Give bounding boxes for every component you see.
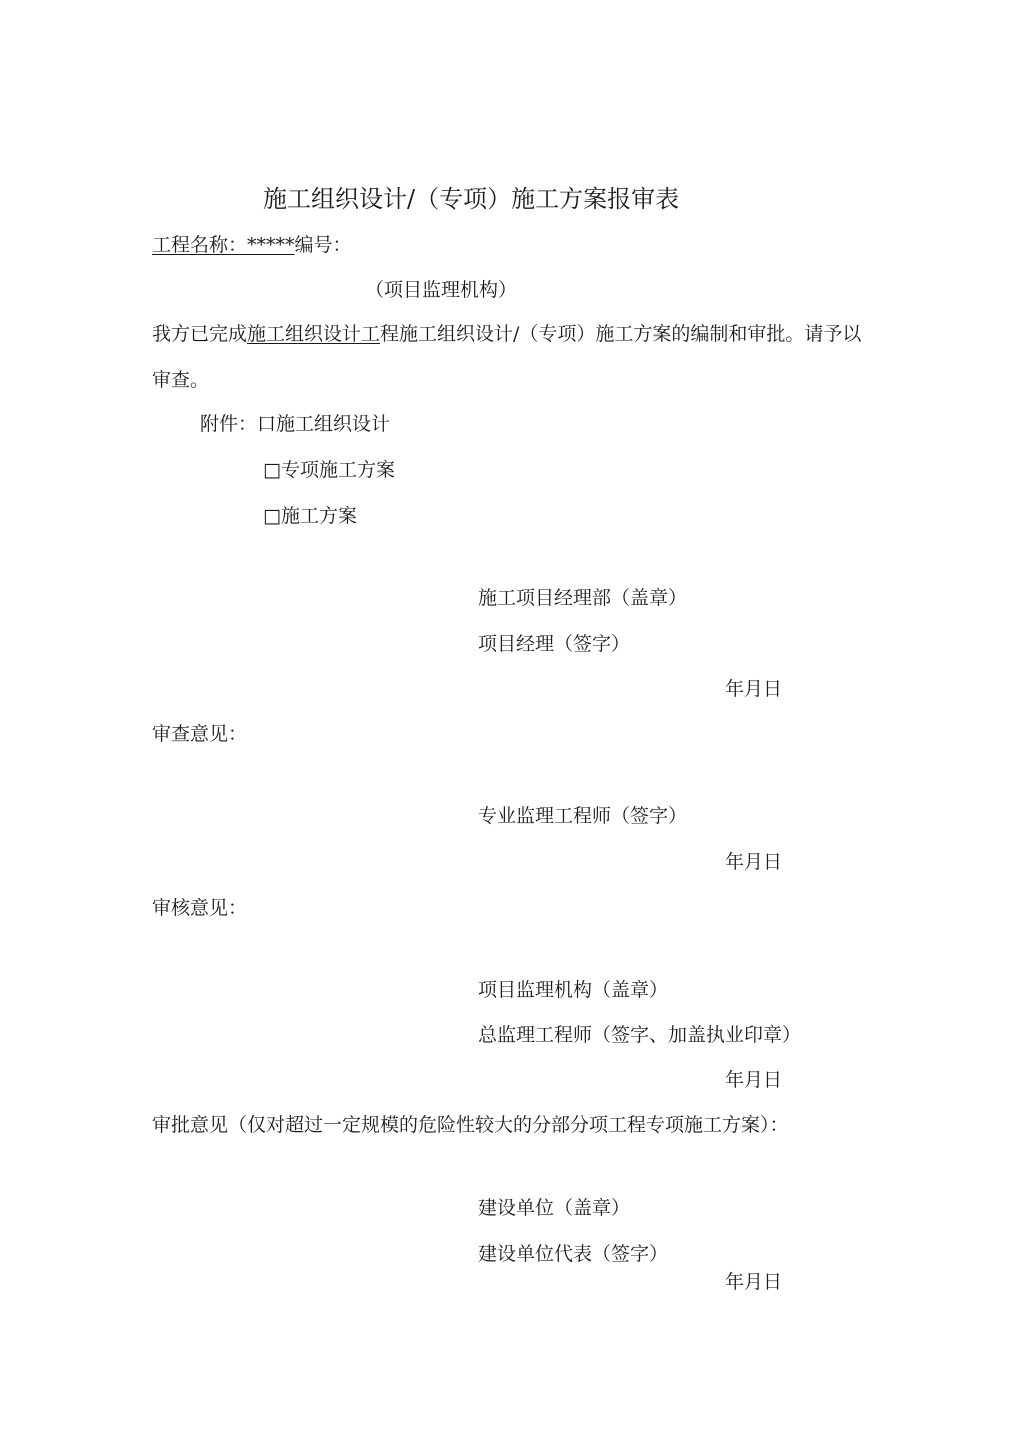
attachments-line <box>200 411 390 437</box>
statement-prefix: 我方已完成 <box>152 323 248 345</box>
approval-org-seal-label: 建设单位（盖章） <box>478 1197 631 1219</box>
approval-rep-sign-label: 建设单位代表（签字） <box>478 1243 669 1265</box>
audit-org-seal-label: 项目监理机构（盖章） <box>478 979 669 1001</box>
contractor-manager-sign-label: 项目经理（签字） <box>478 633 631 655</box>
review-opinion-label: 审查意见： <box>152 723 248 745</box>
attachment-option-special-plan[interactable]: □专项施工方案 <box>263 459 395 481</box>
project-name-label: 工程名称： <box>152 234 248 256</box>
statement-continuation: 审查。 <box>152 369 210 391</box>
contractor-date-label: 年月日 <box>725 678 783 700</box>
review-date-label: 年月日 <box>725 851 783 873</box>
number-label: 编号： <box>294 234 352 256</box>
project-name-line <box>152 232 352 258</box>
audit-date-label: 年月日 <box>725 1069 783 1091</box>
form-title: 施工组织设计/（专项）施工方案报审表 <box>263 185 680 213</box>
statement-line <box>152 321 861 347</box>
audit-chief-sign-label: 总监理工程师（签字、加盖执业印章） <box>478 1024 802 1046</box>
approval-date-label: 年月日 <box>725 1271 783 1293</box>
attachment-option-org-design[interactable]: 口施工组织设计 <box>257 413 391 435</box>
statement-underlined: 施工组织设计工 <box>247 323 381 345</box>
audit-opinion-label: 审核意见： <box>152 897 248 919</box>
recipient-org: （项目监理机构） <box>365 279 518 301</box>
attachment-option-plan[interactable]: □施工方案 <box>263 505 357 527</box>
attachments-label: 附件： <box>200 413 258 435</box>
contractor-seal-label: 施工项目经理部（盖章） <box>478 587 688 609</box>
statement-suffix: 程施工组织设计/（专项）施工方案的编制和审批。请予以 <box>380 323 862 345</box>
project-name-value: ***** <box>247 234 295 256</box>
review-engineer-sign-label: 专业监理工程师（签字） <box>478 805 688 827</box>
approval-opinion-label: 审批意见（仅对超过一定规模的危险性较大的分部分项工程专项施工方案）： <box>152 1114 789 1136</box>
